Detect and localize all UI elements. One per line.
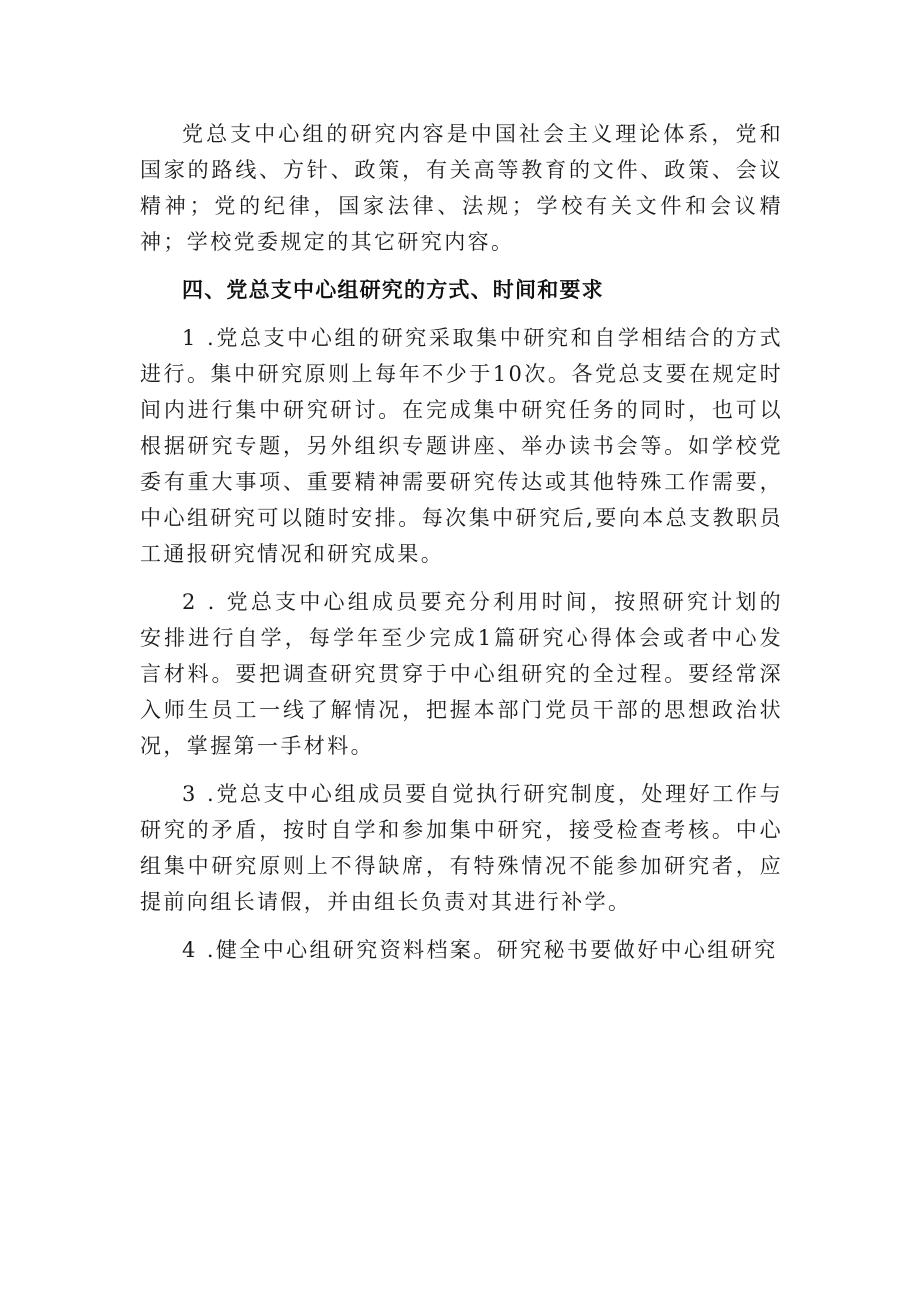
paragraph-item-1: 1 .党总支中心组的研究采取集中研究和自学相结合的方式进行。集中研究原则上每年不少于10次。各党总支要在规定时间内进行集中研究研讨。在完成集中研究任务的同时，也可以根据研究专题，另外组织专题讲座、举办读书会等。如学校党委有重大事项、重要精神需要研究传达或其他特殊工作需要，中心组研究可以随时安排。每次集中研究后,要向本总支教职员工通报研究情况和研究成果。: [140, 326, 783, 566]
section-heading: 四、党总支中心组研究的方式、时间和要求: [182, 278, 604, 302]
document-page: [140, 116, 783, 968]
paragraph-item-3: 3 .党总支中心组成员要自觉执行研究制度，处理好工作与研究的矛盾，按时自学和参加集中研究，接受检查考核。中心组集中研究原则上不得缺席，有特殊情况不能参加研究者，应提前向组长请假，并由组长负责对其进行补学。: [140, 782, 783, 914]
paragraph-item-4: 4 .健全中心组研究资料档案。研究秘书要做好中心组研究: [182, 938, 778, 962]
paragraph-item-2: 2 . 党总支中心组成员要充分利用时间，按照研究计划的安排进行自学，每学年至少完成1篇研究心得体会或者中心发言材料。要把调查研究贯穿于中心组研究的全过程。要经常深入师生员工一线了解情况，把握本部门党员干部的思想政治状况，掌握第一手材料。: [140, 590, 783, 758]
paragraph-research-content: 党总支中心组的研究内容是中国社会主义理论体系，党和国家的路线、方针、政策，有关高等教育的文件、政策、会议精神；党的纪律，国家法律、法规；学校有关文件和会议精神；学校党委规定的其它研究内容。: [140, 122, 783, 254]
